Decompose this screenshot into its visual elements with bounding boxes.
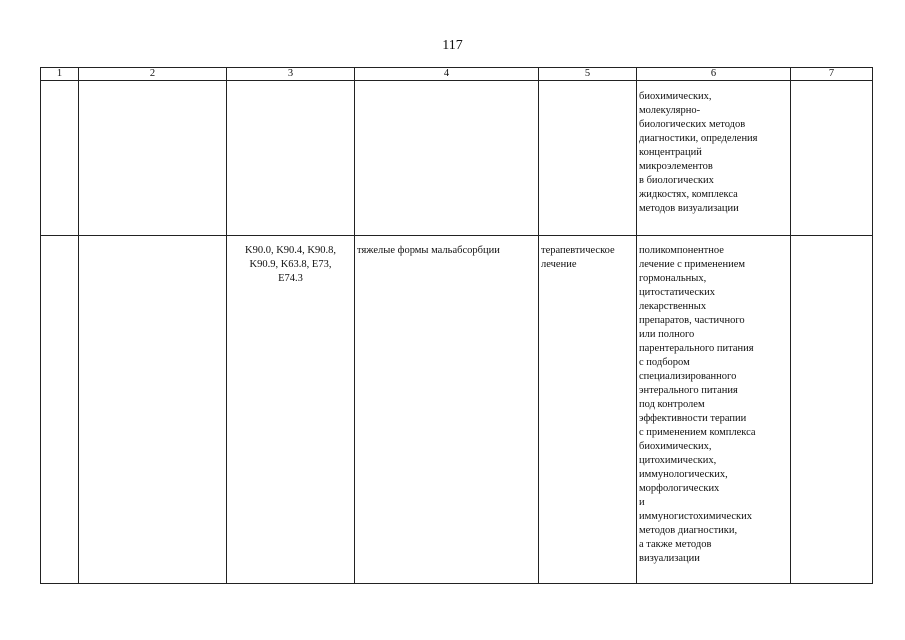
text-line: методов диагностики, <box>639 525 738 536</box>
text-line: лечение с применением <box>639 259 746 270</box>
page-number: 117 <box>442 38 463 53</box>
text-line: микроэлементов <box>639 161 713 172</box>
medical-care-table <box>40 67 873 584</box>
cell-col-7 <box>791 236 873 584</box>
text-line: а также методов <box>639 539 712 550</box>
text-line: диагностики, определения <box>639 133 758 144</box>
header-col-7: 7 <box>791 68 873 81</box>
cell-col-2 <box>79 81 227 236</box>
text-line: гормональных, <box>639 273 707 284</box>
text-line: под контролем <box>639 399 705 410</box>
cell-col-5 <box>539 81 637 236</box>
cell-col-4 <box>355 81 539 236</box>
cell-col-6-treatment-method <box>637 236 791 584</box>
text-line: с подбором <box>639 357 690 368</box>
text-line: визуализации <box>639 553 700 564</box>
text-line: лекарственных <box>639 301 707 312</box>
text-line: эффективности терапии <box>639 413 747 424</box>
cell-col-2 <box>79 236 227 584</box>
header-col-2: 2 <box>79 68 227 81</box>
text-line: в биологических <box>639 175 714 186</box>
text-line: K90.9, K63.8, E73, <box>249 259 332 270</box>
cell-col-1 <box>41 81 79 236</box>
text-line: биологических методов <box>639 119 746 130</box>
text-line: терапевтическое <box>541 245 615 256</box>
header-col-1: 1 <box>41 68 79 81</box>
header-col-5: 5 <box>539 68 637 81</box>
text-line: цитостатических <box>639 287 716 298</box>
text-line: лечение <box>541 259 577 270</box>
cell-col-1 <box>41 236 79 584</box>
cell-col-4-diagnosis: тяжелые формы мальабсорбции <box>355 236 539 584</box>
text-line: поликомпонентное <box>639 245 724 256</box>
text-line: специализированного <box>639 371 737 382</box>
text-line: иммунологических, <box>639 469 728 480</box>
table-row <box>41 81 873 236</box>
text-line: концентраций <box>639 147 702 158</box>
text-line: или полного <box>639 329 695 340</box>
header-row <box>41 68 873 81</box>
text-line: иммуногистохимических <box>639 511 753 522</box>
cell-col-6-methods <box>637 81 791 236</box>
table-row <box>41 236 873 584</box>
text-line: цитохимических, <box>639 455 717 466</box>
cell-col-3 <box>227 81 355 236</box>
text-line: молекулярно- <box>639 105 701 116</box>
text-line: и <box>639 497 645 508</box>
text-line: методов визуализации <box>639 203 739 214</box>
text-line: жидкостях, комплекса <box>639 189 738 200</box>
text-line: биохимических, <box>639 441 712 452</box>
text-line: препаратов, частичного <box>639 315 745 326</box>
text-line: энтерального питания <box>639 385 738 396</box>
header-col-4: 4 <box>355 68 539 81</box>
text-line: с применением комплекса <box>639 427 756 438</box>
header-col-6: 6 <box>637 68 791 81</box>
cell-col-5-treatment-type <box>539 236 637 584</box>
text-line: парентерального питания <box>639 343 754 354</box>
cell-col-3-icd-codes <box>227 236 355 584</box>
text-line: биохимических, <box>639 91 712 102</box>
text-line: K90.0, K90.4, K90.8, <box>245 245 336 256</box>
header-col-3: 3 <box>227 68 355 81</box>
text-line: E74.3 <box>278 273 303 284</box>
cell-col-7 <box>791 81 873 236</box>
text-line: морфологических <box>639 483 720 494</box>
